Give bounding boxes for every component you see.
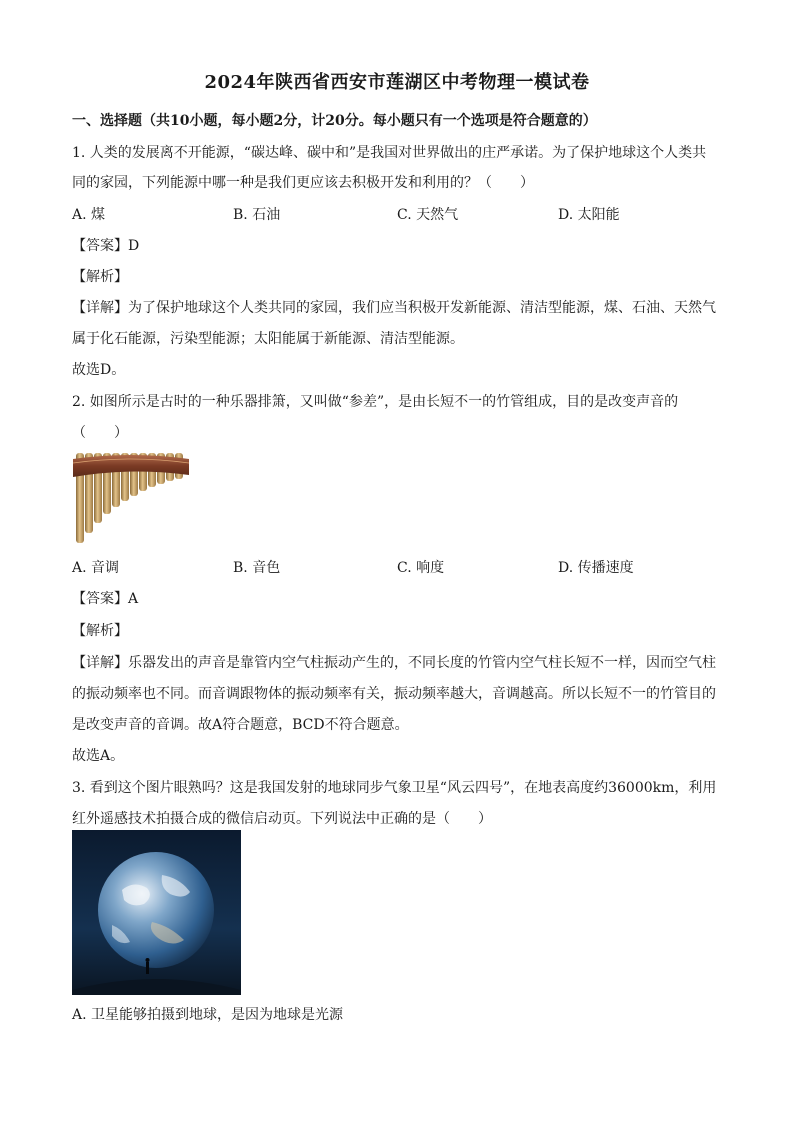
- q1-detail-line1: 【详解】为了保护地球这个人类共同的家园，我们应当积极开发新能源、清洁型能源，煤、石油、天然气: [72, 300, 716, 316]
- q1-stem-line1: 1. 人类的发展离不开能源，“碳达峰、碳中和”是我国对世界做出的庄严承诺。为了保护地球这个人类共: [72, 145, 707, 161]
- q1-option-d: D. 太阳能: [558, 207, 620, 223]
- q3-option-a: A. 卫星能够拍摄到地球，是因为地球是光源: [72, 1007, 344, 1023]
- q2-detail-line2: 的振动频率也不同。而音调跟物体的振动频率有关，振动频率越大，音调越高。所以长短不一的竹管目的: [72, 686, 716, 702]
- q2-detail-line1: 【详解】乐器发出的声音是靠管内空气柱振动产生的，不同长度的竹管内空气柱长短不一样，因而空气柱: [72, 655, 716, 671]
- q2-conclusion: 故选A。: [72, 748, 125, 764]
- section-heading: 一、选择题（共10小题，每小题2分，计20分。每小题只有一个选项是符合题意的）: [72, 113, 597, 129]
- q1-detail-line2: 属于化石能源，污染型能源；太阳能属于新能源、清洁型能源。: [72, 331, 464, 347]
- q2-answer: 【答案】A: [72, 591, 139, 607]
- q2-analysis-label: 【解析】: [72, 623, 128, 639]
- q1-stem-line2: 同的家园，下列能源中哪一种是我们更应该去积极开发和利用的？（ ）: [72, 175, 534, 191]
- q1-option-c: C. 天然气: [397, 207, 459, 223]
- q2-detail-line3: 是改变声音的音调。故A符合题意，BCD不符合题意。: [72, 717, 409, 733]
- q1-answer: 【答案】D: [72, 238, 140, 254]
- q2-option-c: C. 响度: [397, 560, 445, 576]
- q2-option-b: B. 音色: [233, 560, 281, 576]
- q1-analysis-label: 【解析】: [72, 269, 128, 285]
- q2-option-d: D. 传播速度: [558, 560, 634, 576]
- q2-option-a: A. 音调: [72, 560, 120, 576]
- earth-image: [72, 830, 241, 995]
- q1-option-b: B. 石油: [233, 207, 281, 223]
- q3-stem-line1: 3. 看到这个图片眼熟吗？这是我国发射的地球同步气象卫星“风云四号”，在地表高度约36000km，利用: [72, 780, 717, 796]
- page-title: 2024年陕西省西安市莲湖区中考物理一模试卷: [204, 72, 590, 93]
- q2-stem-line1: 2. 如图所示是古时的一种乐器排箫，又叫做“参差”，是由长短不一的竹管组成，目的是改变声音的: [72, 394, 679, 410]
- pan-flute-image: [73, 449, 191, 545]
- q1-option-a: A. 煤: [72, 207, 106, 223]
- q2-stem-line2: （ ）: [72, 425, 128, 441]
- q3-stem-line2: 红外遥感技术拍摄合成的微信启动页。下列说法中正确的是（ ）: [72, 811, 492, 827]
- q1-conclusion: 故选D。: [72, 362, 126, 378]
